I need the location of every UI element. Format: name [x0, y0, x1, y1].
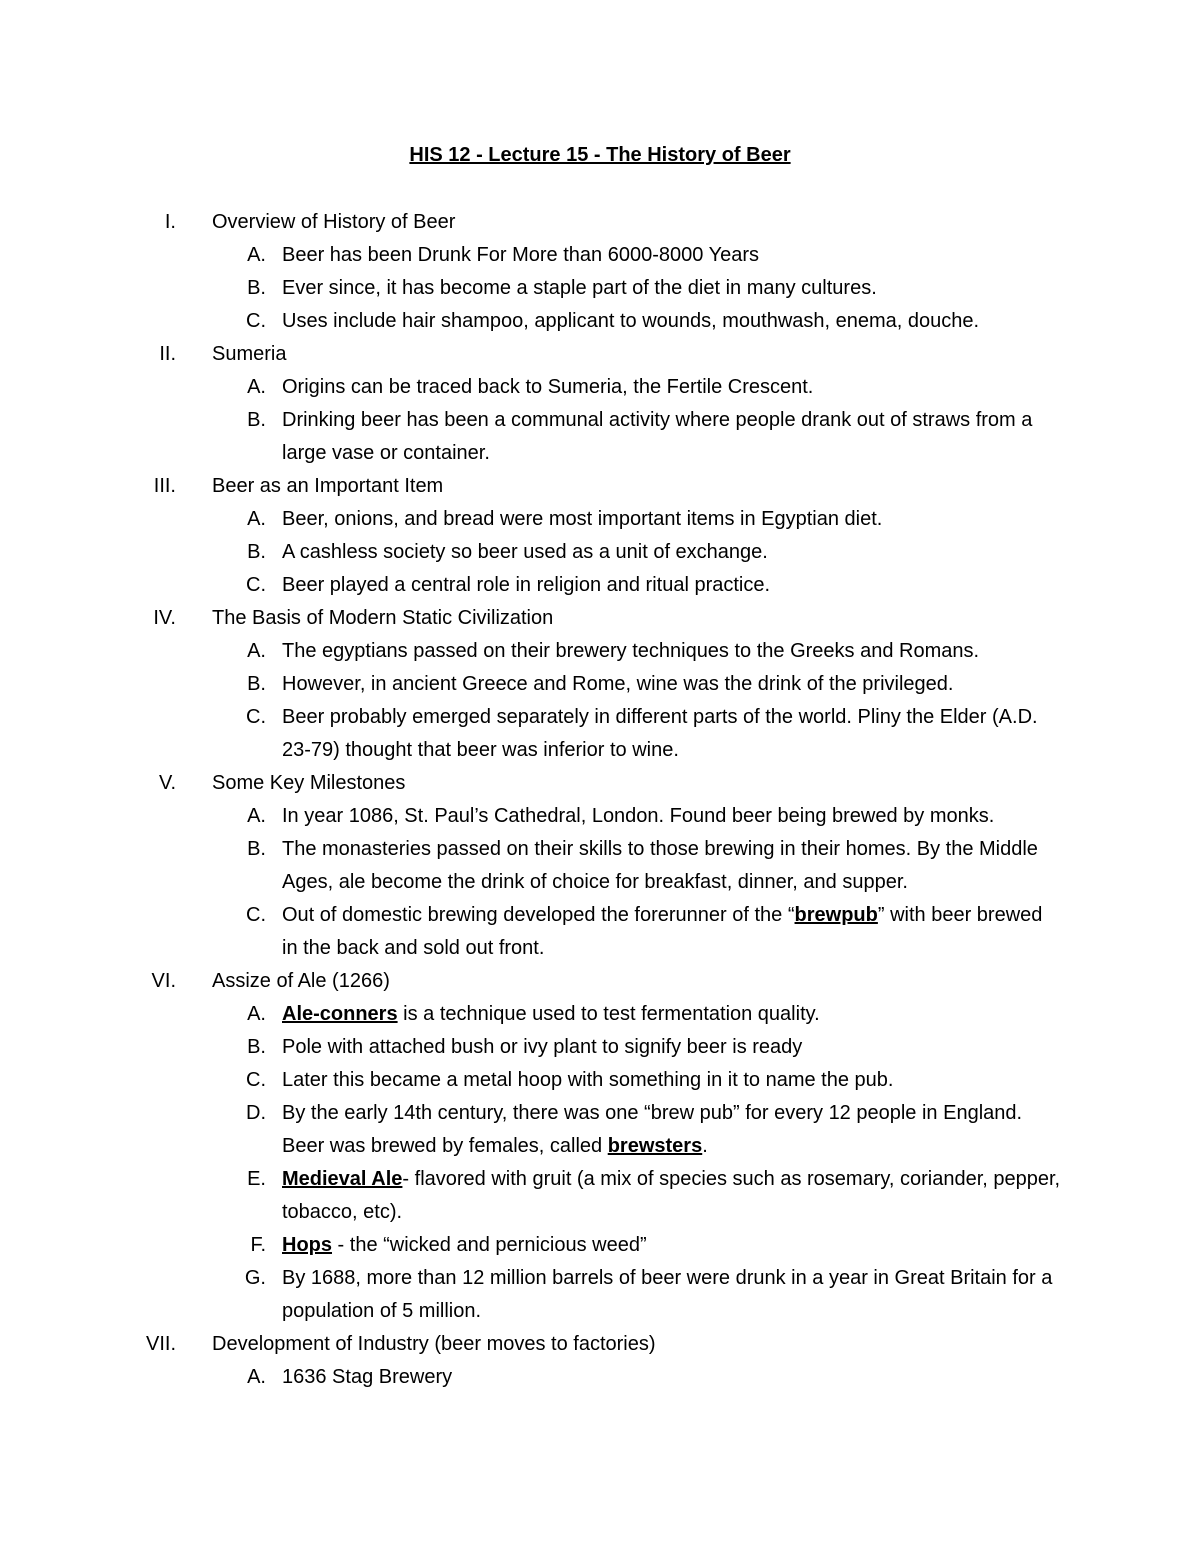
section-numeral: VI.: [151, 970, 176, 992]
item-text-run: ” with beer brewed in the back and sold out front.: [282, 904, 1043, 959]
item-text: [282, 503, 1062, 536]
item-letter: C.: [246, 706, 266, 728]
item-text-run: By 1688, more than 12 million barrels of beer were drunk in a year in Great Britain for a population of 5 million.: [282, 1267, 1053, 1322]
item-text: [282, 635, 1062, 668]
item-letter: E.: [247, 1168, 266, 1190]
outline-item: [0, 1064, 1200, 1097]
outline-section: [0, 1328, 1200, 1394]
item-text: [282, 1163, 1062, 1229]
item-text: [282, 404, 1062, 470]
document-title: HIS 12 - Lecture 15 - The History of Beer: [409, 144, 791, 166]
item-letter: A.: [247, 1003, 266, 1025]
item-letter: F.: [250, 1234, 266, 1256]
outline-section: [0, 338, 1200, 470]
section-heading-row: [0, 767, 1200, 800]
section-heading: Development of Industry (beer moves to factories): [212, 1333, 656, 1355]
emphasized-term: Ale-conners: [282, 1003, 398, 1025]
item-letter: A.: [247, 508, 266, 530]
emphasized-term: Hops: [282, 1234, 332, 1256]
outline-item: [0, 635, 1200, 668]
item-text-run: Uses include hair shampoo, applicant to wounds, mouthwash, enema, douche.: [282, 310, 980, 332]
outline-item: [0, 1361, 1200, 1394]
section-heading-row: [0, 470, 1200, 503]
outline-section: [0, 470, 1200, 602]
section-numeral: I.: [164, 211, 176, 233]
item-text-run: By the early 14th century, there was one “brew pub” for every 12 people in England. Beer was brewed by females, called: [282, 1102, 1023, 1157]
item-letter: B.: [247, 838, 266, 860]
item-letter: B.: [247, 541, 266, 563]
item-text: [282, 833, 1062, 899]
item-text: [282, 668, 1062, 701]
item-text-run: is a technique used to test fermentation quality.: [397, 1003, 820, 1025]
outline-item: [0, 1229, 1200, 1262]
section-heading-row: [0, 965, 1200, 998]
item-letter: A.: [247, 376, 266, 398]
section-heading-row: [0, 338, 1200, 371]
item-text: [282, 1262, 1062, 1328]
section-numeral: VII.: [145, 1333, 176, 1355]
section-numeral: II.: [159, 343, 176, 365]
item-text-run: Beer, onions, and bread were most important items in Egyptian diet.: [282, 508, 883, 530]
outline-section: [0, 767, 1200, 965]
item-text: [282, 1031, 1062, 1064]
item-text-run: Drinking beer has been a communal activity where people drank out of straws from a large vase or container.: [282, 409, 1033, 464]
outline-item: [0, 1097, 1200, 1163]
outline-section: [0, 602, 1200, 767]
section-numeral: V.: [158, 772, 176, 794]
outline-item: [0, 371, 1200, 404]
item-text: [282, 272, 1062, 305]
emphasized-term: Medieval Ale: [282, 1168, 403, 1190]
section-numeral: III.: [153, 475, 176, 497]
section-heading: Assize of Ale (1266): [212, 970, 390, 992]
section-heading: The Basis of Modern Static Civilization: [212, 607, 554, 629]
outline-item: [0, 569, 1200, 602]
item-text-run: Out of domestic brewing developed the forerunner of the “: [282, 904, 795, 926]
section-heading: Some Key Milestones: [212, 772, 406, 794]
item-text-run: Beer has been Drunk For More than 6000-8000 Years: [282, 244, 759, 266]
item-text: [282, 800, 1062, 833]
item-letter: C.: [246, 310, 266, 332]
item-text: [282, 701, 1062, 767]
emphasized-term: brewsters: [607, 1135, 703, 1157]
item-letter: B.: [247, 1036, 266, 1058]
item-letter: B.: [247, 409, 266, 431]
item-text-run: Pole with attached bush or ivy plant to signify beer is ready: [282, 1036, 803, 1058]
item-text-run: However, in ancient Greece and Rome, wine was the drink of the privileged.: [282, 673, 954, 695]
outline-section: [0, 965, 1200, 1328]
item-text: [282, 1064, 1062, 1097]
item-letter: C.: [246, 904, 266, 926]
outline-item: [0, 998, 1200, 1031]
section-heading: Sumeria: [212, 343, 287, 365]
outline-item: [0, 800, 1200, 833]
outline-item: [0, 899, 1200, 965]
item-letter: A.: [247, 805, 266, 827]
outline-item: [0, 701, 1200, 767]
item-text-run: Beer played a central role in religion and ritual practice.: [282, 574, 771, 596]
section-heading: Beer as an Important Item: [212, 475, 444, 497]
item-text-run: A cashless society so beer used as a unit of exchange.: [282, 541, 768, 563]
lecture-outline: [0, 206, 1200, 1394]
item-letter: B.: [247, 277, 266, 299]
outline-item: [0, 1163, 1200, 1229]
emphasized-term: brewpub: [794, 904, 878, 926]
item-text-run: Origins can be traced back to Sumeria, the Fertile Crescent.: [282, 376, 814, 398]
item-letter: A.: [247, 640, 266, 662]
item-text: [282, 1097, 1062, 1163]
item-text-run: .: [702, 1135, 708, 1157]
item-letter: C.: [246, 574, 266, 596]
item-text: [282, 1361, 1062, 1394]
item-text: [282, 239, 1062, 272]
item-letter: B.: [247, 673, 266, 695]
section-numeral: IV.: [153, 607, 176, 629]
outline-item: [0, 503, 1200, 536]
item-text-run: - flavored with gruit (a mix of species such as rosemary, coriander, pepper, tobacco, etc).: [282, 1168, 1061, 1223]
item-text-run: Beer probably emerged separately in different parts of the world. Pliny the Elder (A.D. 23-79) thought that beer was inferior to wine.: [282, 706, 1038, 761]
item-text-run: Ever since, it has become a staple part of the diet in many cultures.: [282, 277, 877, 299]
item-letter: A.: [247, 244, 266, 266]
outline-item: [0, 1262, 1200, 1328]
outline-item: [0, 239, 1200, 272]
item-text-run: In year 1086, St. Paul’s Cathedral, London. Found beer being brewed by monks.: [282, 805, 995, 827]
item-text: [282, 998, 1062, 1031]
item-letter: A.: [247, 1366, 266, 1388]
item-text: [282, 536, 1062, 569]
item-text-run: The egyptians passed on their brewery techniques to the Greeks and Romans.: [282, 640, 980, 662]
outline-item: [0, 404, 1200, 470]
section-heading-row: [0, 1328, 1200, 1361]
outline-section: [0, 206, 1200, 338]
item-text: [282, 371, 1062, 404]
outline-item: [0, 668, 1200, 701]
outline-item: [0, 305, 1200, 338]
item-text: [282, 569, 1062, 602]
item-text-run: - the “wicked and pernicious weed”: [332, 1234, 647, 1256]
item-letter: C.: [246, 1069, 266, 1091]
outline-item: [0, 536, 1200, 569]
section-heading-row: [0, 206, 1200, 239]
item-text-run: Later this became a metal hoop with something in it to name the pub.: [282, 1069, 894, 1091]
outline-item: [0, 272, 1200, 305]
section-heading: Overview of History of Beer: [212, 211, 456, 233]
item-text: [282, 1229, 1062, 1262]
outline-item: [0, 1031, 1200, 1064]
item-letter: G.: [244, 1267, 266, 1289]
section-heading-row: [0, 602, 1200, 635]
item-text-run: The monasteries passed on their skills to those brewing in their homes. By the Middle Ages, ale become the drink of choice for breakfast, dinner, and supper.: [282, 838, 1038, 893]
item-letter: D.: [246, 1102, 266, 1124]
item-text: [282, 305, 1062, 338]
item-text-run: 1636 Stag Brewery: [282, 1366, 453, 1388]
item-text: [282, 899, 1062, 965]
outline-item: [0, 833, 1200, 899]
